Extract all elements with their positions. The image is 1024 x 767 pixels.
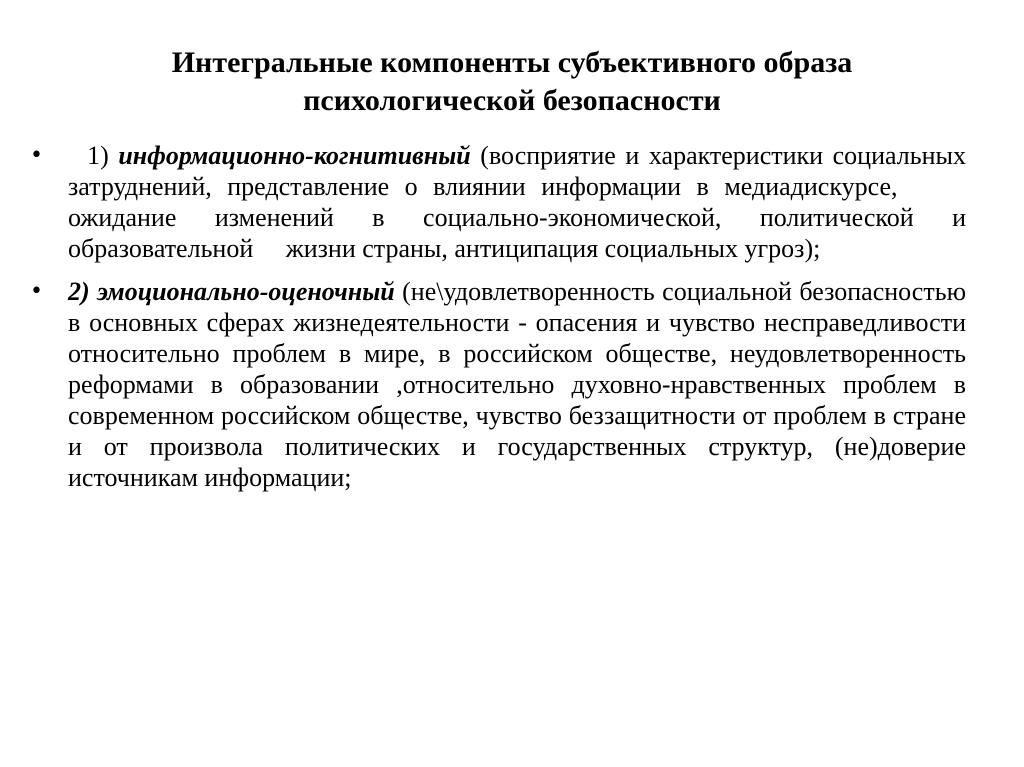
bullet-item-informational-cognitive <box>30 140 966 264</box>
bullet-lead: 1) <box>68 141 119 170</box>
component-description: (не\удовлетворенность социальной безопасностью в основных сферах жизнедеятельности - опасения и чувство несправедливости относительно проблем в мире, в российском обществе, неудовлетворенность реформами в образовании ,относительно духовно-нравственных проблем в современном российском обществе, чувство беззащитности от проблем в стране и от произвола политических и государственных структур, (не)доверие источникам информации; <box>68 277 966 492</box>
bullet-icon: • <box>30 143 43 168</box>
slide-title <box>80 44 944 120</box>
bullet-list <box>30 140 966 505</box>
component-description: (восприятие и характеристики социальных затруднений, представление о влиянии информации в медиадискурсе, ожидание изменений в социально-экономической, политической и образовательной жизни страны, антиципация социальных угроз); <box>68 141 966 263</box>
bullet-item-emotional-evaluative <box>30 276 966 493</box>
component-term: 2) эмоционально-оценочный <box>68 277 395 306</box>
title-line-2: психологической безопасности <box>303 84 721 117</box>
bullet-icon: • <box>30 279 43 304</box>
component-term: информационно-когнитивный <box>118 141 471 170</box>
title-line-1: Интегральные компоненты субъективного образа <box>171 46 853 79</box>
